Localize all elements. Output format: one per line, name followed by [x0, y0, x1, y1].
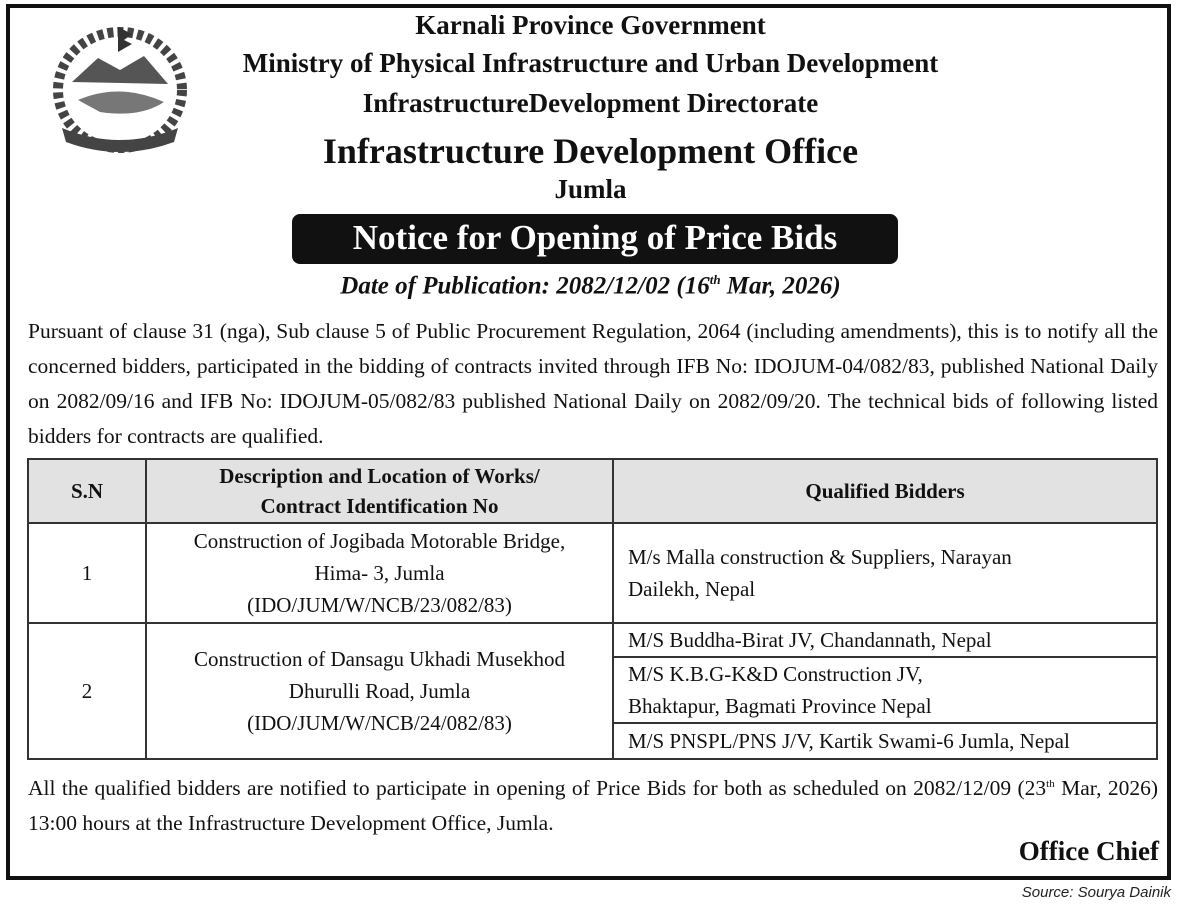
directorate-title: InfrastructureDevelopment Directorate: [362, 88, 819, 118]
header-description: [146, 459, 613, 523]
closing-text-end: Mar, 2026) 13:00 hours at the Infrastructure Development Office, Jumla.: [28, 776, 1159, 836]
row-sn: 1: [28, 523, 146, 623]
source-credit: Source: Sourya Dainik: [1021, 884, 1171, 901]
contract-id: (IDO/JUM/W/NCB/23/082/83): [247, 593, 512, 617]
table-header-row: [28, 459, 1157, 523]
row-bidder: M/S Buddha-Birat JV, Chandannath, Nepal: [613, 623, 1157, 657]
publication-date-text: Date of Publication: 2082/12/02 (16: [340, 272, 710, 300]
province-government-title: Karnali Province Government: [415, 10, 766, 40]
row-bidder: M/s Malla construction & Suppliers, Narayan Dailekh, Nepal: [613, 523, 1157, 623]
header-sn: S.N: [28, 459, 146, 523]
notice-title-banner: Notice for Opening of Price Bids: [292, 214, 898, 264]
closing-paragraph: [28, 767, 1158, 841]
header-qualified-bidders: Qualified Bidders: [613, 459, 1157, 523]
closing-text: All the qualified bidders are notified to participate in opening of Price Bids for both as scheduled on 2082/12/09 (23: [28, 776, 1047, 801]
ministry-title: Ministry of Physical Infrastructure and Urban Development: [242, 48, 939, 78]
row-sn: 2: [28, 623, 146, 759]
table-row: [28, 623, 1157, 657]
publication-date-suffix: Mar, 2026): [720, 272, 841, 300]
row-description: [146, 623, 613, 759]
office-title: Infrastructure Development Office: [322, 131, 859, 171]
ordinal-suffix: th: [709, 272, 721, 287]
table-row: [28, 523, 1157, 623]
header-description-line1: Description and Location of Works/: [219, 464, 540, 488]
publication-date: [0, 272, 1181, 300]
desc-line: Construction of Jogibada Motorable Bridge,: [193, 529, 566, 553]
desc-line: Dhurulli Road, Jumla: [288, 679, 471, 703]
ordinal-suffix: th: [1046, 778, 1055, 790]
contract-id: (IDO/JUM/W/NCB/24/082/83): [247, 711, 512, 735]
row-bidder: M/S K.B.G-K&D Construction JV, Bhaktapur, Bagmati Province Nepal: [613, 657, 1157, 723]
row-bidder: M/S PNSPL/PNS J/V, Kartik Swami-6 Jumla, Nepal: [613, 723, 1157, 759]
intro-paragraph: Pursuant of clause 31 (nga), Sub clause 5 of Public Procurement Regulation, 2064 (including amendments), this is to notify all the concerned bidders, participated in the bidding of contracts invited through IFB No: IDOJUM-04/082/83, published National Daily on 2082/09/16 and IFB No: IDOJUM-05/082/83 published National Daily on 2082/09/20. The technical bids of following listed bidders for contracts are qualified.: [28, 319, 1158, 448]
header-description-line2: Contract Identification No: [260, 494, 499, 518]
office-location: Jumla: [554, 174, 627, 204]
desc-line: Hima- 3, Jumla: [314, 561, 445, 585]
signature-office-chief: Office Chief: [1018, 836, 1159, 866]
desc-line: Construction of Dansagu Ukhadi Musekhod: [194, 647, 565, 671]
qualified-bidders-table: [27, 458, 1158, 760]
row-description: [146, 523, 613, 623]
